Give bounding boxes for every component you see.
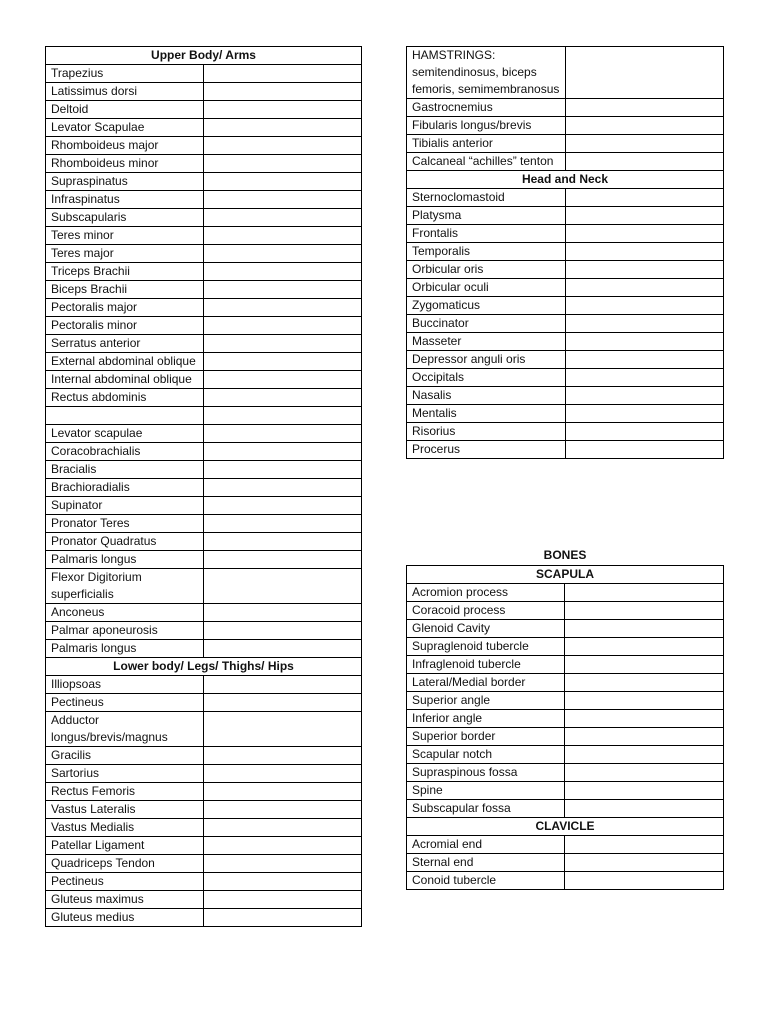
answer-blank-cell[interactable] [565,441,724,459]
table-row [46,263,362,281]
table-row [407,782,724,800]
scapula-header-row [407,566,724,584]
answer-blank-cell[interactable] [204,569,362,604]
structure-name-cell: Supraglenoid tubercle [407,638,565,656]
table-row [407,225,724,243]
answer-blank-cell[interactable] [565,387,724,405]
answer-blank-cell[interactable] [565,135,724,153]
answer-blank-cell[interactable] [204,873,362,891]
structure-name-cell: Zygomaticus [407,297,566,315]
structure-name-cell: Occipitals [407,369,566,387]
structure-name-cell: Superior angle [407,692,565,710]
table-row [407,638,724,656]
structure-name-cell: Rhomboideus major [46,137,204,155]
structure-name-cell: Orbicular oris [407,261,566,279]
table-row [46,783,362,801]
answer-blank-cell[interactable] [204,479,362,497]
structure-name-cell: Infraglenoid tubercle [407,656,565,674]
answer-blank-cell[interactable] [204,101,362,119]
answer-blank-cell[interactable] [204,855,362,873]
answer-blank-cell[interactable] [565,872,724,890]
answer-blank-cell[interactable] [204,155,362,173]
answer-blank-cell[interactable] [565,674,724,692]
table-row [46,101,362,119]
answer-blank-cell[interactable] [204,353,362,371]
structure-name-cell: Triceps Brachii [46,263,204,281]
answer-blank-cell[interactable] [204,83,362,101]
answer-blank-cell[interactable] [204,407,362,425]
structure-name-cell: Pectineus [46,873,204,891]
table-row [46,891,362,909]
table-row [46,137,362,155]
table-row [46,676,362,694]
table-row [46,227,362,245]
table-row [407,297,724,315]
answer-blank-cell[interactable] [565,728,724,746]
structure-name-cell: Glenoid Cavity [407,620,565,638]
structure-name-cell: Sternal end [407,854,565,872]
structure-name-cell: Pronator Teres [46,515,204,533]
table-row [46,317,362,335]
table-row [46,461,362,479]
table-row [46,155,362,173]
structure-name-cell: Frontalis [407,225,566,243]
structure-name-cell: Bracialis [46,461,204,479]
table-row [407,584,724,602]
answer-blank-cell[interactable] [204,712,362,747]
structure-name-cell: Supinator [46,497,204,515]
table-row [407,261,724,279]
table-row [46,497,362,515]
answer-blank-cell[interactable] [204,497,362,515]
table-row [407,674,724,692]
table-row [46,801,362,819]
structure-name-cell: Sternoclomastoid [407,189,566,207]
structure-name-cell: Risorius [407,423,566,441]
answer-blank-cell[interactable] [204,335,362,353]
structure-name-cell: Buccinator [407,315,566,333]
answer-blank-cell[interactable] [204,891,362,909]
answer-blank-cell[interactable] [204,676,362,694]
table-row [46,855,362,873]
answer-blank-cell[interactable] [565,279,724,297]
structure-name-cell: Quadriceps Tendon [46,855,204,873]
table-row [46,443,362,461]
table-row [46,173,362,191]
table-row [46,119,362,137]
table-row [407,315,724,333]
structure-name-cell: Lateral/Medial border [407,674,565,692]
table-row [46,407,362,425]
answer-blank-cell[interactable] [565,207,724,225]
answer-blank-cell[interactable] [565,782,724,800]
structure-name-cell: Vastus Lateralis [46,801,204,819]
structure-name-cell: HAMSTRINGS: semitendinosus, biceps femoris, semimembranosus [407,47,566,99]
table-row [46,640,362,658]
answer-blank-cell[interactable] [565,99,724,117]
answer-blank-cell[interactable] [565,764,724,782]
structure-name-cell: Mentalis [407,405,566,423]
answer-blank-cell[interactable] [565,297,724,315]
answer-blank-cell[interactable] [204,137,362,155]
table-row [46,83,362,101]
structure-name-cell: Temporalis [407,243,566,261]
table-row [46,747,362,765]
answer-blank-cell[interactable] [565,315,724,333]
table-row [46,479,362,497]
table-row [46,712,362,747]
structure-name-cell: Inferior angle [407,710,565,728]
structure-name-cell: Internal abdominal oblique [46,371,204,389]
structure-name-cell: Rhomboideus minor [46,155,204,173]
answer-blank-cell[interactable] [204,173,362,191]
structure-name-cell: Illiopsoas [46,676,204,694]
table-row [407,602,724,620]
table-row [407,189,724,207]
structure-name-cell: Pectoralis minor [46,317,204,335]
structure-name-cell: Palmaris longus [46,640,204,658]
structure-name-cell: Brachioradialis [46,479,204,497]
table-row [407,153,724,171]
answer-blank-cell[interactable] [204,317,362,335]
answer-blank-cell[interactable] [565,369,724,387]
upper-body-arms-header-row [46,47,362,65]
structure-name-cell: Trapezius [46,65,204,83]
structure-name-cell: Adductor longus/brevis/magnus [46,712,204,747]
structure-name-cell: Coracobrachialis [46,443,204,461]
table-row [407,387,724,405]
bones-table [406,565,724,890]
answer-blank-cell[interactable] [204,604,362,622]
structure-name-cell: Rectus Femoris [46,783,204,801]
table-row [46,819,362,837]
structure-name-cell: Levator Scapulae [46,119,204,137]
lower-body-legs-header: Lower body/ Legs/ Thighs/ Hips [46,658,362,676]
scapula-header: SCAPULA [407,566,724,584]
table-row [46,694,362,712]
answer-blank-cell[interactable] [204,245,362,263]
structure-name-cell: Subscapularis [46,209,204,227]
clavicle-header-row [407,818,724,836]
table-row [46,533,362,551]
head-and-neck-header: Head and Neck [407,171,724,189]
structure-name-cell: Serratus anterior [46,335,204,353]
structure-name-cell: Infraspinatus [46,191,204,209]
answer-blank-cell[interactable] [204,65,362,83]
table-row [407,405,724,423]
structure-name-cell: Depressor anguli oris [407,351,566,369]
table-row [407,656,724,674]
structure-name-cell: Sartorius [46,765,204,783]
answer-blank-cell[interactable] [204,461,362,479]
table-row [407,279,724,297]
table-row [407,620,724,638]
structure-name-cell: Teres minor [46,227,204,245]
answer-blank-cell[interactable] [565,47,724,99]
structure-name-cell: Deltoid [46,101,204,119]
structure-name-cell: Procerus [407,441,566,459]
table-row [46,299,362,317]
table-row [407,99,724,117]
table-row [46,191,362,209]
answer-blank-cell[interactable] [204,801,362,819]
answer-blank-cell[interactable] [565,602,724,620]
answer-blank-cell[interactable] [565,584,724,602]
answer-blank-cell[interactable] [204,263,362,281]
structure-name-cell: Levator scapulae [46,425,204,443]
structure-name-cell: Supraspinous fossa [407,764,565,782]
structure-name-cell: Patellar Ligament [46,837,204,855]
answer-blank-cell[interactable] [565,854,724,872]
answer-blank-cell[interactable] [204,837,362,855]
answer-blank-cell[interactable] [565,746,724,764]
answer-blank-cell[interactable] [204,694,362,712]
table-row [407,710,724,728]
structure-name-cell: Pronator Quadratus [46,533,204,551]
answer-blank-cell[interactable] [204,371,362,389]
answer-blank-cell[interactable] [204,747,362,765]
answer-blank-cell[interactable] [204,640,362,658]
legs-head-neck-muscle-table [406,46,724,459]
clavicle-header: CLAVICLE [407,818,724,836]
table-row [46,425,362,443]
bones-title: BONES [543,548,587,562]
answer-blank-cell[interactable] [565,656,724,674]
answer-blank-cell[interactable] [565,153,724,171]
table-row [46,551,362,569]
answer-blank-cell[interactable] [565,189,724,207]
structure-name-cell: Anconeus [46,604,204,622]
answer-blank-cell[interactable] [204,622,362,640]
structure-name-cell: Gluteus medius [46,909,204,927]
answer-blank-cell[interactable] [204,443,362,461]
answer-blank-cell[interactable] [565,710,724,728]
table-row [407,441,724,459]
structure-name-cell: Masseter [407,333,566,351]
structure-name-cell: Orbicular oculi [407,279,566,297]
structure-name-cell: Teres major [46,245,204,263]
structure-name-cell: Gastrocnemius [407,99,566,117]
table-row [407,369,724,387]
answer-blank-cell[interactable] [204,533,362,551]
structure-name-cell: Calcaneal “achilles” tenton [407,153,566,171]
table-row [407,47,724,99]
structure-name-cell [46,407,204,425]
table-row [46,281,362,299]
structure-name-cell: Vastus Medialis [46,819,204,837]
table-row [46,837,362,855]
structure-name-cell: Flexor Digitorium superficialis [46,569,204,604]
lower-body-legs-header-row [46,658,362,676]
answer-blank-cell[interactable] [204,227,362,245]
table-row [407,872,724,890]
upper-lower-body-muscle-table [45,46,362,927]
structure-name-cell: Acromial end [407,836,565,854]
table-row [46,909,362,927]
table-row [407,836,724,854]
table-row [46,765,362,783]
answer-blank-cell[interactable] [204,783,362,801]
table-row [46,873,362,891]
answer-blank-cell[interactable] [204,209,362,227]
answer-blank-cell[interactable] [204,299,362,317]
answer-blank-cell[interactable] [565,836,724,854]
structure-name-cell: Subscapular fossa [407,800,565,818]
structure-name-cell: External abdominal oblique [46,353,204,371]
answer-blank-cell[interactable] [204,551,362,569]
table-row [407,800,724,818]
structure-name-cell: Latissimus dorsi [46,83,204,101]
table-row [407,207,724,225]
structure-name-cell: Supraspinatus [46,173,204,191]
structure-name-cell: Pectineus [46,694,204,712]
structure-name-cell: Tibialis anterior [407,135,566,153]
structure-name-cell: Coracoid process [407,602,565,620]
answer-blank-cell[interactable] [204,515,362,533]
structure-name-cell: Gracilis [46,747,204,765]
structure-name-cell: Gluteus maximus [46,891,204,909]
table-row [46,209,362,227]
answer-blank-cell[interactable] [565,800,724,818]
answer-blank-cell[interactable] [204,765,362,783]
table-row [407,135,724,153]
answer-blank-cell[interactable] [565,638,724,656]
table-row [407,854,724,872]
table-row [407,333,724,351]
structure-name-cell: Pectoralis major [46,299,204,317]
answer-blank-cell[interactable] [565,351,724,369]
structure-name-cell: Spine [407,782,565,800]
table-row [46,353,362,371]
answer-blank-cell[interactable] [204,909,362,927]
structure-name-cell: Superior border [407,728,565,746]
answer-blank-cell[interactable] [204,281,362,299]
structure-name-cell: Acromion process [407,584,565,602]
table-row [46,65,362,83]
table-row [407,728,724,746]
table-row [407,351,724,369]
table-row [46,335,362,353]
table-row [46,622,362,640]
structure-name-cell: Biceps Brachii [46,281,204,299]
answer-blank-cell[interactable] [204,425,362,443]
answer-blank-cell[interactable] [565,405,724,423]
answer-blank-cell[interactable] [565,117,724,135]
table-row [46,569,362,604]
table-row [407,764,724,782]
structure-name-cell: Platysma [407,207,566,225]
structure-name-cell: Conoid tubercle [407,872,565,890]
table-row [407,423,724,441]
table-row [46,245,362,263]
answer-blank-cell[interactable] [565,423,724,441]
table-row [407,692,724,710]
answer-blank-cell[interactable] [204,819,362,837]
structure-name-cell: Nasalis [407,387,566,405]
answer-blank-cell[interactable] [204,191,362,209]
table-row [407,243,724,261]
head-and-neck-header-row [407,171,724,189]
structure-name-cell: Palmaris longus [46,551,204,569]
table-row [407,117,724,135]
structure-name-cell: Fibularis longus/brevis [407,117,566,135]
structure-name-cell: Palmar aponeurosis [46,622,204,640]
answer-blank-cell[interactable] [565,225,724,243]
answer-blank-cell[interactable] [565,333,724,351]
table-row [407,746,724,764]
table-row [46,604,362,622]
structure-name-cell: Scapular notch [407,746,565,764]
answer-blank-cell[interactable] [204,119,362,137]
table-row [46,371,362,389]
table-row [46,515,362,533]
answer-blank-cell[interactable] [565,243,724,261]
answer-blank-cell[interactable] [565,620,724,638]
answer-blank-cell[interactable] [204,389,362,407]
table-row [46,389,362,407]
upper-body-arms-header: Upper Body/ Arms [46,47,362,65]
answer-blank-cell[interactable] [565,692,724,710]
answer-blank-cell[interactable] [565,261,724,279]
structure-name-cell: Rectus abdominis [46,389,204,407]
